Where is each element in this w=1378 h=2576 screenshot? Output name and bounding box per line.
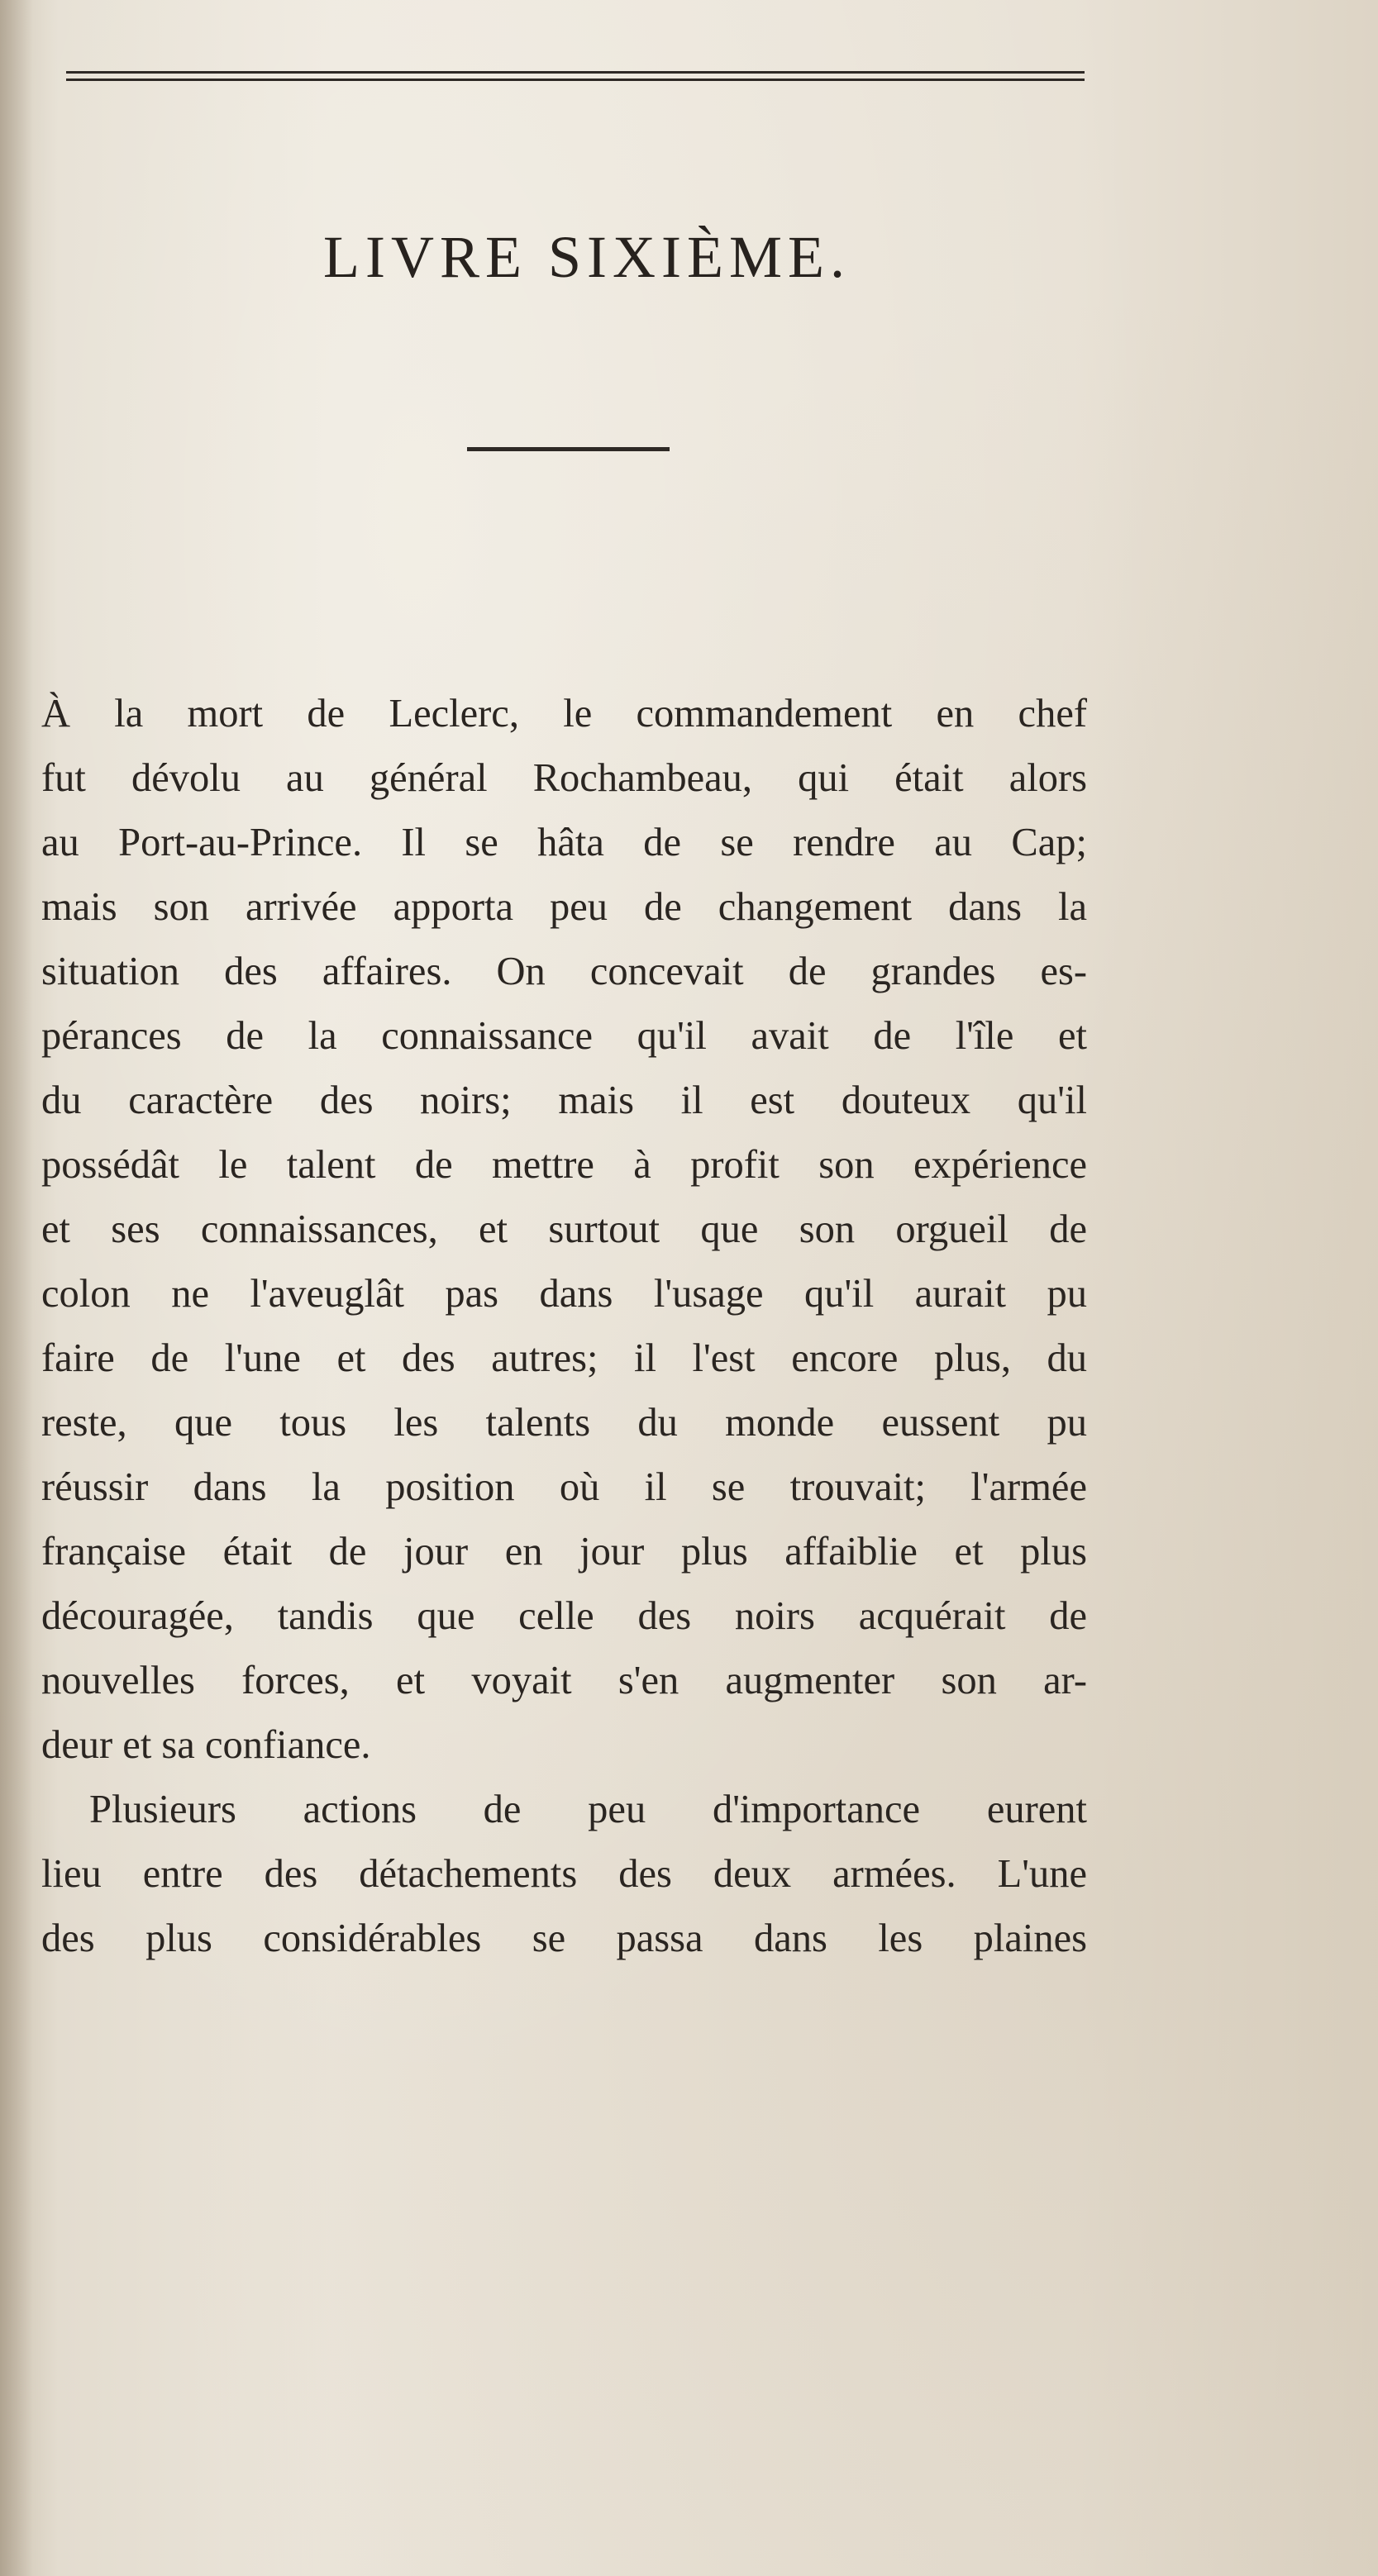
text-line: possédât le talent de mettre à profit son expérience	[41, 1143, 1087, 1187]
paragraph-1	[41, 682, 1087, 1778]
text-line: faire de l'une et des autres; il l'est encore plus, du	[41, 1336, 1087, 1380]
text-line: des plus considérables se passa dans les plaines	[41, 1917, 1087, 1960]
text-line: reste, que tous les talents du monde eussent pu	[41, 1401, 1087, 1445]
binding-shadow	[0, 0, 33, 2576]
text-line: du caractère des noirs; mais il est douteux qu'il	[41, 1078, 1087, 1122]
header-rule-top-line	[66, 71, 1085, 74]
text-line: Plusieurs actions de peu d'importance eurent	[89, 1788, 1087, 1831]
text-line: colon ne l'aveuglât pas dans l'usage qu'il aurait pu	[41, 1272, 1087, 1316]
text-line: au Port-au-Prince. Il se hâta de se rendre au Cap;	[41, 821, 1087, 864]
text-line: française était de jour en jour plus affaiblie et plus	[41, 1530, 1087, 1574]
text-line: À la mort de Leclerc, le commandement en chef	[41, 692, 1087, 736]
header-rule-bottom-line	[66, 79, 1085, 81]
title-separator-rule	[467, 447, 670, 451]
paragraph-2	[41, 1778, 1087, 1971]
text-line: découragée, tandis que celle des noirs acquérait de	[41, 1594, 1087, 1638]
text-line: fut dévolu au général Rochambeau, qui était alors	[41, 756, 1087, 800]
text-line: nouvelles forces, et voyait s'en augmenter son ar-	[41, 1659, 1087, 1702]
chapter-title: LIVRE SIXIÈME.	[323, 224, 851, 290]
body-text	[41, 682, 1087, 1971]
header-double-rule	[66, 71, 1085, 83]
text-line: et ses connaissances, et surtout que son orgueil de	[41, 1207, 1087, 1251]
text-line: mais son arrivée apporta peu de changement dans la	[41, 885, 1087, 929]
text-line: lieu entre des détachements des deux armées. L'une	[41, 1852, 1087, 1896]
text-line: deur et sa confiance.	[41, 1723, 371, 1767]
text-line: pérances de la connaissance qu'il avait de l'île et	[41, 1014, 1087, 1058]
text-line: réussir dans la position où il se trouvait; l'armée	[41, 1465, 1087, 1509]
text-line: situation des affaires. On concevait de grandes es-	[41, 950, 1087, 993]
